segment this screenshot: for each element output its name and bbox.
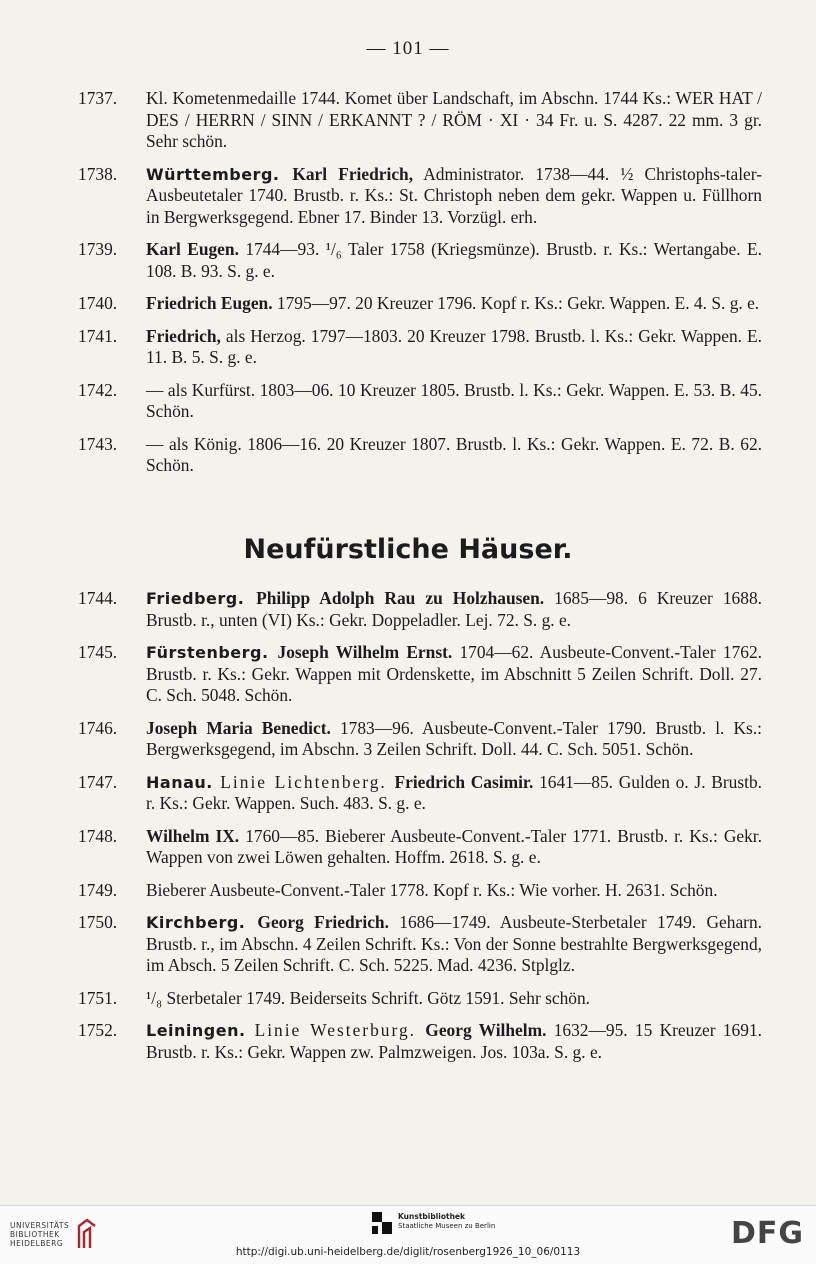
entry-ruler: Wilhelm IX. [146,825,240,846]
entry-line: Linie Lichtenberg. [220,771,395,792]
university-library-name [10,1221,69,1248]
page-number: — 101 — [366,38,450,59]
entry-ruler: Georg Friedrich. [257,912,389,932]
catalog-entry [74,239,762,282]
entry-description: 1686—1749. Ausbeute-Sterbetaler 1749. Geharn. Brustb. r., im Abschn. 4 Zeilen Schrift. Ks.: Von der Sonne bestrahlte Bergwerksgegend, im Absch. 5 Zeilen Schrift. C. Sch. 5225. Mad. 4236. Stplglz. [146,912,762,975]
entry-description: 1783—96. Ausbeute-Convent.-Taler 1790. Brustb. l. Ks.: Bergwerksgegend, im Abschn. 3 Zeilen Schrift. Doll. 44. C. Sch. 5051. Schön. [146,717,762,759]
uni-line-1: UNIVERSITÄTS [10,1220,70,1230]
catalog-entry [74,880,762,902]
entry-number: 1749. [78,879,118,900]
entry-description: — als König. 1806—16. 20 Kreuzer 1807. Brustb. l. Ks.: Gekr. Wappen. E. 72. B. 62. Schön. [146,433,762,475]
entry-house: Württemberg. [146,164,293,184]
entry-ruler: Karl Friedrich, [292,163,414,184]
entry-number: 1738. [78,163,118,184]
entry-house: Kirchberg. [146,913,258,932]
catalog-entry [74,1020,762,1063]
catalog-entry [74,912,762,977]
entry-house: Friedberg. [146,589,257,608]
uni-line-3: HEIDELBERG [10,1238,64,1248]
entry-number: 1744. [78,588,118,608]
entry-description: 1685—98. 6 Kreuzer 1688. Brustb. r., unten (VI) Ks.: Gekr. Doppeladler. Lej. 72. S. g. e. [146,588,762,630]
entry-ruler: Joseph Wilhelm Ernst. [277,642,453,662]
catalog-entry [74,826,762,869]
entry-ruler: Karl Eugen. [146,239,239,259]
entry-number: 1741. [78,325,118,346]
entry-number: 1737. [78,88,118,108]
entry-number: 1751. [78,987,118,1008]
permalink-url[interactable]: http://digi.ub.uni-heidelberg.de/diglit/rosenberg1926_10_06/0113 [235,1246,581,1258]
entry-description: 1641—85. Gulden o. J. Brustb. r. Ks.: Gekr. Wappen. Such. 483. S. g. e. [146,771,762,813]
entry-line: Linie Westerburg. [254,1020,426,1040]
catalog-entry [74,718,762,761]
entry-number: 1750. [78,912,118,932]
catalog-entry [74,326,762,369]
entry-ruler: Joseph Maria Benedict. [146,717,331,738]
entry-house: Hanau. [146,772,221,792]
dfg-logo[interactable]: DFG [730,1216,804,1251]
entry-house: Leiningen. [146,1021,255,1040]
kunstbibliothek-subtitle: Staatliche Museen zu Berlin [398,1222,496,1230]
entry-number: 1752. [78,1020,118,1040]
catalog-entry [74,642,762,707]
footer-bar [0,1205,816,1264]
entry-number: 1743. [78,433,118,454]
entry-description: 1704—62. Ausbeute-Convent.-Taler 1762. Brustb. r. Ks.: Gekr. Wappen mit Ordenskette, im Abschnitt 5 Zeilen Schrift. Doll. 27. C. Sch. 5048. Schön. [146,642,763,705]
catalog-entry [74,434,762,477]
catalog-entry [74,588,762,631]
entry-ruler: Friedrich Eugen. [146,293,273,313]
entry-ruler: Philipp Adolph Rau zu Holzhausen. [256,588,545,608]
uni-line-2: BIBLIOTHEK [10,1229,60,1239]
kunstbibliothek-title: Kunstbibliothek [398,1212,466,1221]
entry-number: 1747. [78,771,118,792]
entry-description: 1632—95. 15 Kreuzer 1691. Brustb. r. Ks.: Gekr. Wappen zw. Palmzweigen. Jos. 103a. S. g. e. [146,1020,762,1062]
entry-number: 1745. [78,642,118,662]
catalog-entry [74,988,762,1010]
entry-number: 1739. [78,239,118,259]
entry-number: 1748. [78,825,118,846]
entry-ruler: Georg Wilhelm. [425,1020,547,1040]
section-heading: Neufürstliche Häuser. [243,534,573,565]
catalog-entry [74,380,762,423]
entry-number: 1740. [78,293,118,313]
catalog-entry [74,88,762,153]
entry-description: ¹/₈ Sterbetaler 1749. Beiderseits Schrift. Götz 1591. Sehr schön. [146,987,591,1008]
entry-description: 1744—93. ¹/₆ Taler 1758 (Kriegsmünze). Brustb. r. Ks.: Wertangabe. E. 108. B. 93. S. g. e. [146,239,763,281]
kunstbibliothek-text [398,1212,495,1231]
entry-description: als Herzog. 1797—1803. 20 Kreuzer 1798. Brustb. l. Ks.: Gekr. Wappen. E. 11. B. 5. S. g. e. [146,325,762,367]
kunstbibliothek-emblem-icon [372,1212,392,1234]
entry-description: 1760—85. Bieberer Ausbeute-Convent.-Taler 1771. Brustb. r. Ks.: Gekr. Wappen von zwei Löwen gehalten. Hoffm. 2618. S. g. e. [146,825,762,867]
entry-description: 1795—97. 20 Kreuzer 1796. Kopf r. Ks.: Gekr. Wappen. E. 4. S. g. e. [272,293,760,313]
entry-description: Kl. Kometenmedaille 1744. Komet über Landschaft, im Abschn. 1744 Ks.: WER HAT / DES / HERRN / SINN / ERKANNT ? / RÖM · XI · 34 Fr. u. S. 4287. 22 mm. 3 gr. Sehr schön. [146,88,762,151]
entries-list-top [74,88,762,488]
catalog-entry [74,772,762,815]
entry-description: Administrator. 1738—44. ½ Christophs-taler-Ausbeutetaler 1740. Brustb. r. Ks.: St. Christoph neben dem gekr. Wappen u. Füllhorn in Bergwerksgegend. Ebner 17. Binder 13. Vorzügl. erh. [146,163,762,227]
entry-ruler: Friedrich, [146,325,221,346]
catalog-entry [74,293,762,315]
entry-number: 1742. [78,379,118,400]
entry-description: — als Kurfürst. 1803—06. 10 Kreuzer 1805. Brustb. l. Ks.: Gekr. Wappen. E. 53. B. 45. Schön. [146,379,762,421]
kunstbibliothek-logo[interactable] [372,1212,495,1234]
entry-number: 1746. [78,717,118,738]
entry-house: Fürstenberg. [146,643,278,662]
entry-ruler: Friedrich Casimir. [394,771,534,792]
entries-list-bottom [74,588,762,1074]
catalog-entry [74,164,762,229]
entry-description: Bieberer Ausbeute-Convent.-Taler 1778. Kopf r. Ks.: Wie vorher. H. 2631. Schön. [146,879,718,900]
